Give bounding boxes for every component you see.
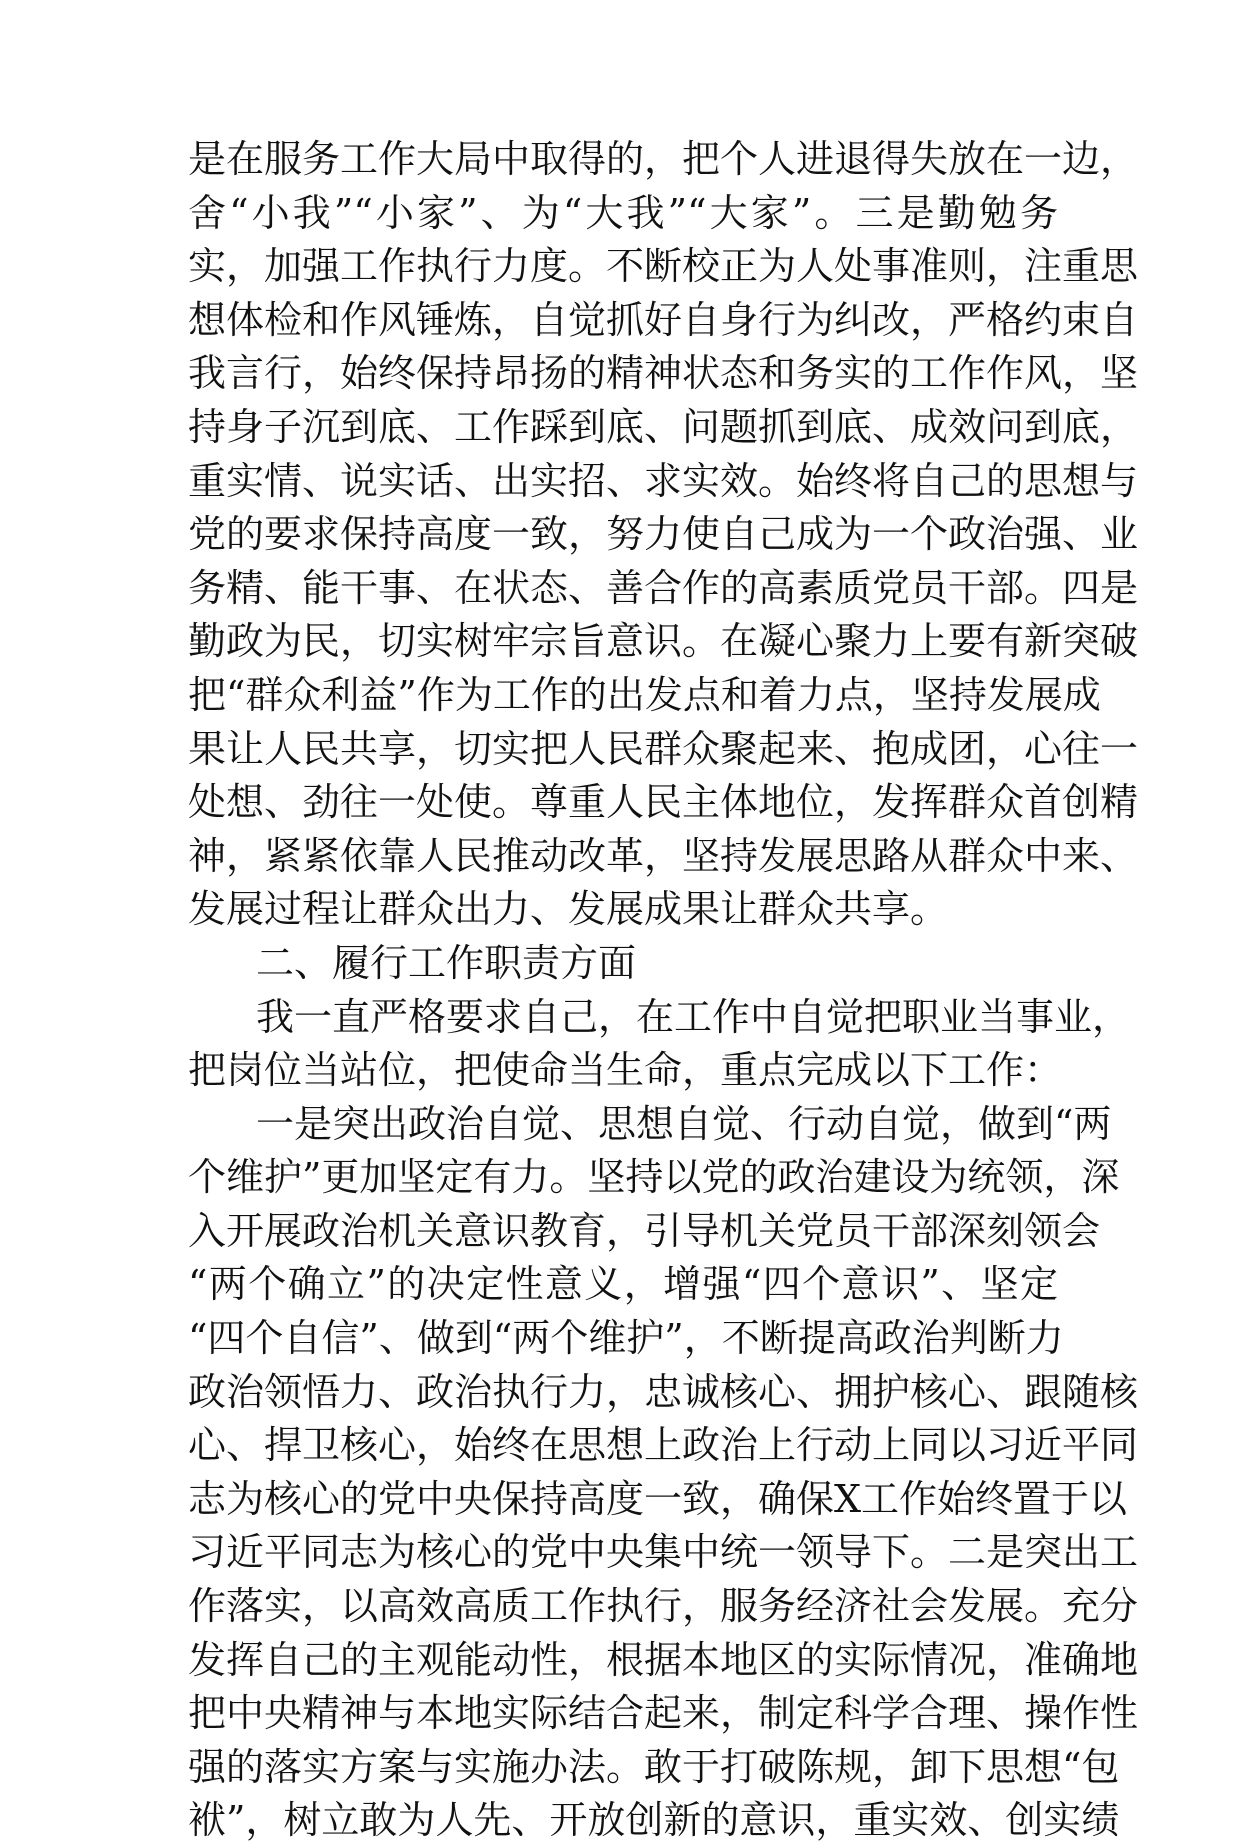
text-line: 舍“小我”“小家”、为“大我”“大家”。三是勤勉务 (188, 190, 1058, 235)
text-line: 心、捍卫核心，始终在思想上政治上行动上同以习近平同 (188, 1423, 1139, 1468)
text-line: 个维护”更加坚定有力。坚持以党的政治建设为统领，深 (188, 1155, 1120, 1200)
document-body (188, 133, 1139, 1848)
text-line: 务精、能干事、在状态、善合作的高素质党员干部。四是 (188, 565, 1139, 610)
text-line: 袱”，树立敢为人先、开放创新的意识，重实效、创实绩 (188, 1798, 1120, 1843)
text-line: 我言行，始终保持昂扬的精神状态和务实的工作作风，坚 (188, 351, 1139, 396)
text-line: “四个自信”、做到“两个维护”，不断提高政治判断力 (188, 1316, 1064, 1361)
text-line: 果让人民共享，切实把人民群众聚起来、抱成团，心往一 (188, 726, 1139, 771)
text-line: 发挥自己的主观能动性，根据本地区的实际情况，准确地 (188, 1637, 1139, 1682)
text-line: 我一直严格要求自己，在工作中自觉把职业当事业， (256, 994, 1131, 1039)
section-heading: 二、履行工作职责方面 (256, 940, 637, 985)
text-line: 习近平同志为核心的党中央集中统一领导下。二是突出工 (188, 1530, 1139, 1575)
text-line: 处想、劲往一处使。尊重人民主体地位，发挥群众首创精 (188, 780, 1139, 825)
text-line: 志为核心的党中央保持高度一致，确保X工作始终置于以 (188, 1476, 1128, 1521)
text-line: 持身子沉到底、工作踩到底、问题抓到底、成效问到底， (188, 404, 1139, 449)
text-line: 把岗位当站位，把使命当生命，重点完成以下工作： (188, 1048, 1063, 1093)
text-line: 实，加强工作执行力度。不断校正为人处事准则，注重思 (188, 244, 1139, 289)
text-line: 神，紧紧依靠人民推动改革，坚持发展思路从群众中来、 (188, 833, 1139, 878)
text-line: 党的要求保持高度一致，努力使自己成为一个政治强、业 (188, 512, 1139, 557)
text-line: 政治领悟力、政治执行力，忠诚核心、拥护核心、跟随核 (188, 1369, 1139, 1414)
text-line: 一是突出政治自觉、思想自觉、行动自觉，做到“两 (256, 1101, 1112, 1146)
text-line: 入开展政治机关意识教育，引导机关党员干部深刻领会 (188, 1208, 1101, 1253)
text-line: 把“群众利益”作为工作的出发点和着力点，坚持发展成 (188, 672, 1101, 717)
text-line: 想体检和作风锤炼，自觉抓好自身行为纠改，严格约束自 (188, 297, 1139, 342)
text-line: 是在服务工作大局中取得的，把个人进退得失放在一边， (188, 137, 1139, 181)
text-line: 重实情、说实话、出实招、求实效。始终将自己的思想与 (188, 458, 1139, 503)
text-line: 强的落实方案与实施办法。敢于打破陈规，卸下思想“包 (188, 1744, 1120, 1789)
text-line: 勤政为民，切实树牢宗旨意识。在凝心聚力上要有新突破 (188, 619, 1139, 664)
text-line: “两个确立”的决定性意义，增强“四个意识”、坚定 (188, 1262, 1058, 1307)
text-line: 作落实，以高效高质工作执行，服务经济社会发展。充分 (188, 1584, 1139, 1629)
text-line: 把中央精神与本地实际结合起来，制定科学合理、操作性 (188, 1691, 1139, 1736)
text-line: 发展过程让群众出力、发展成果让群众共享。 (188, 887, 949, 932)
